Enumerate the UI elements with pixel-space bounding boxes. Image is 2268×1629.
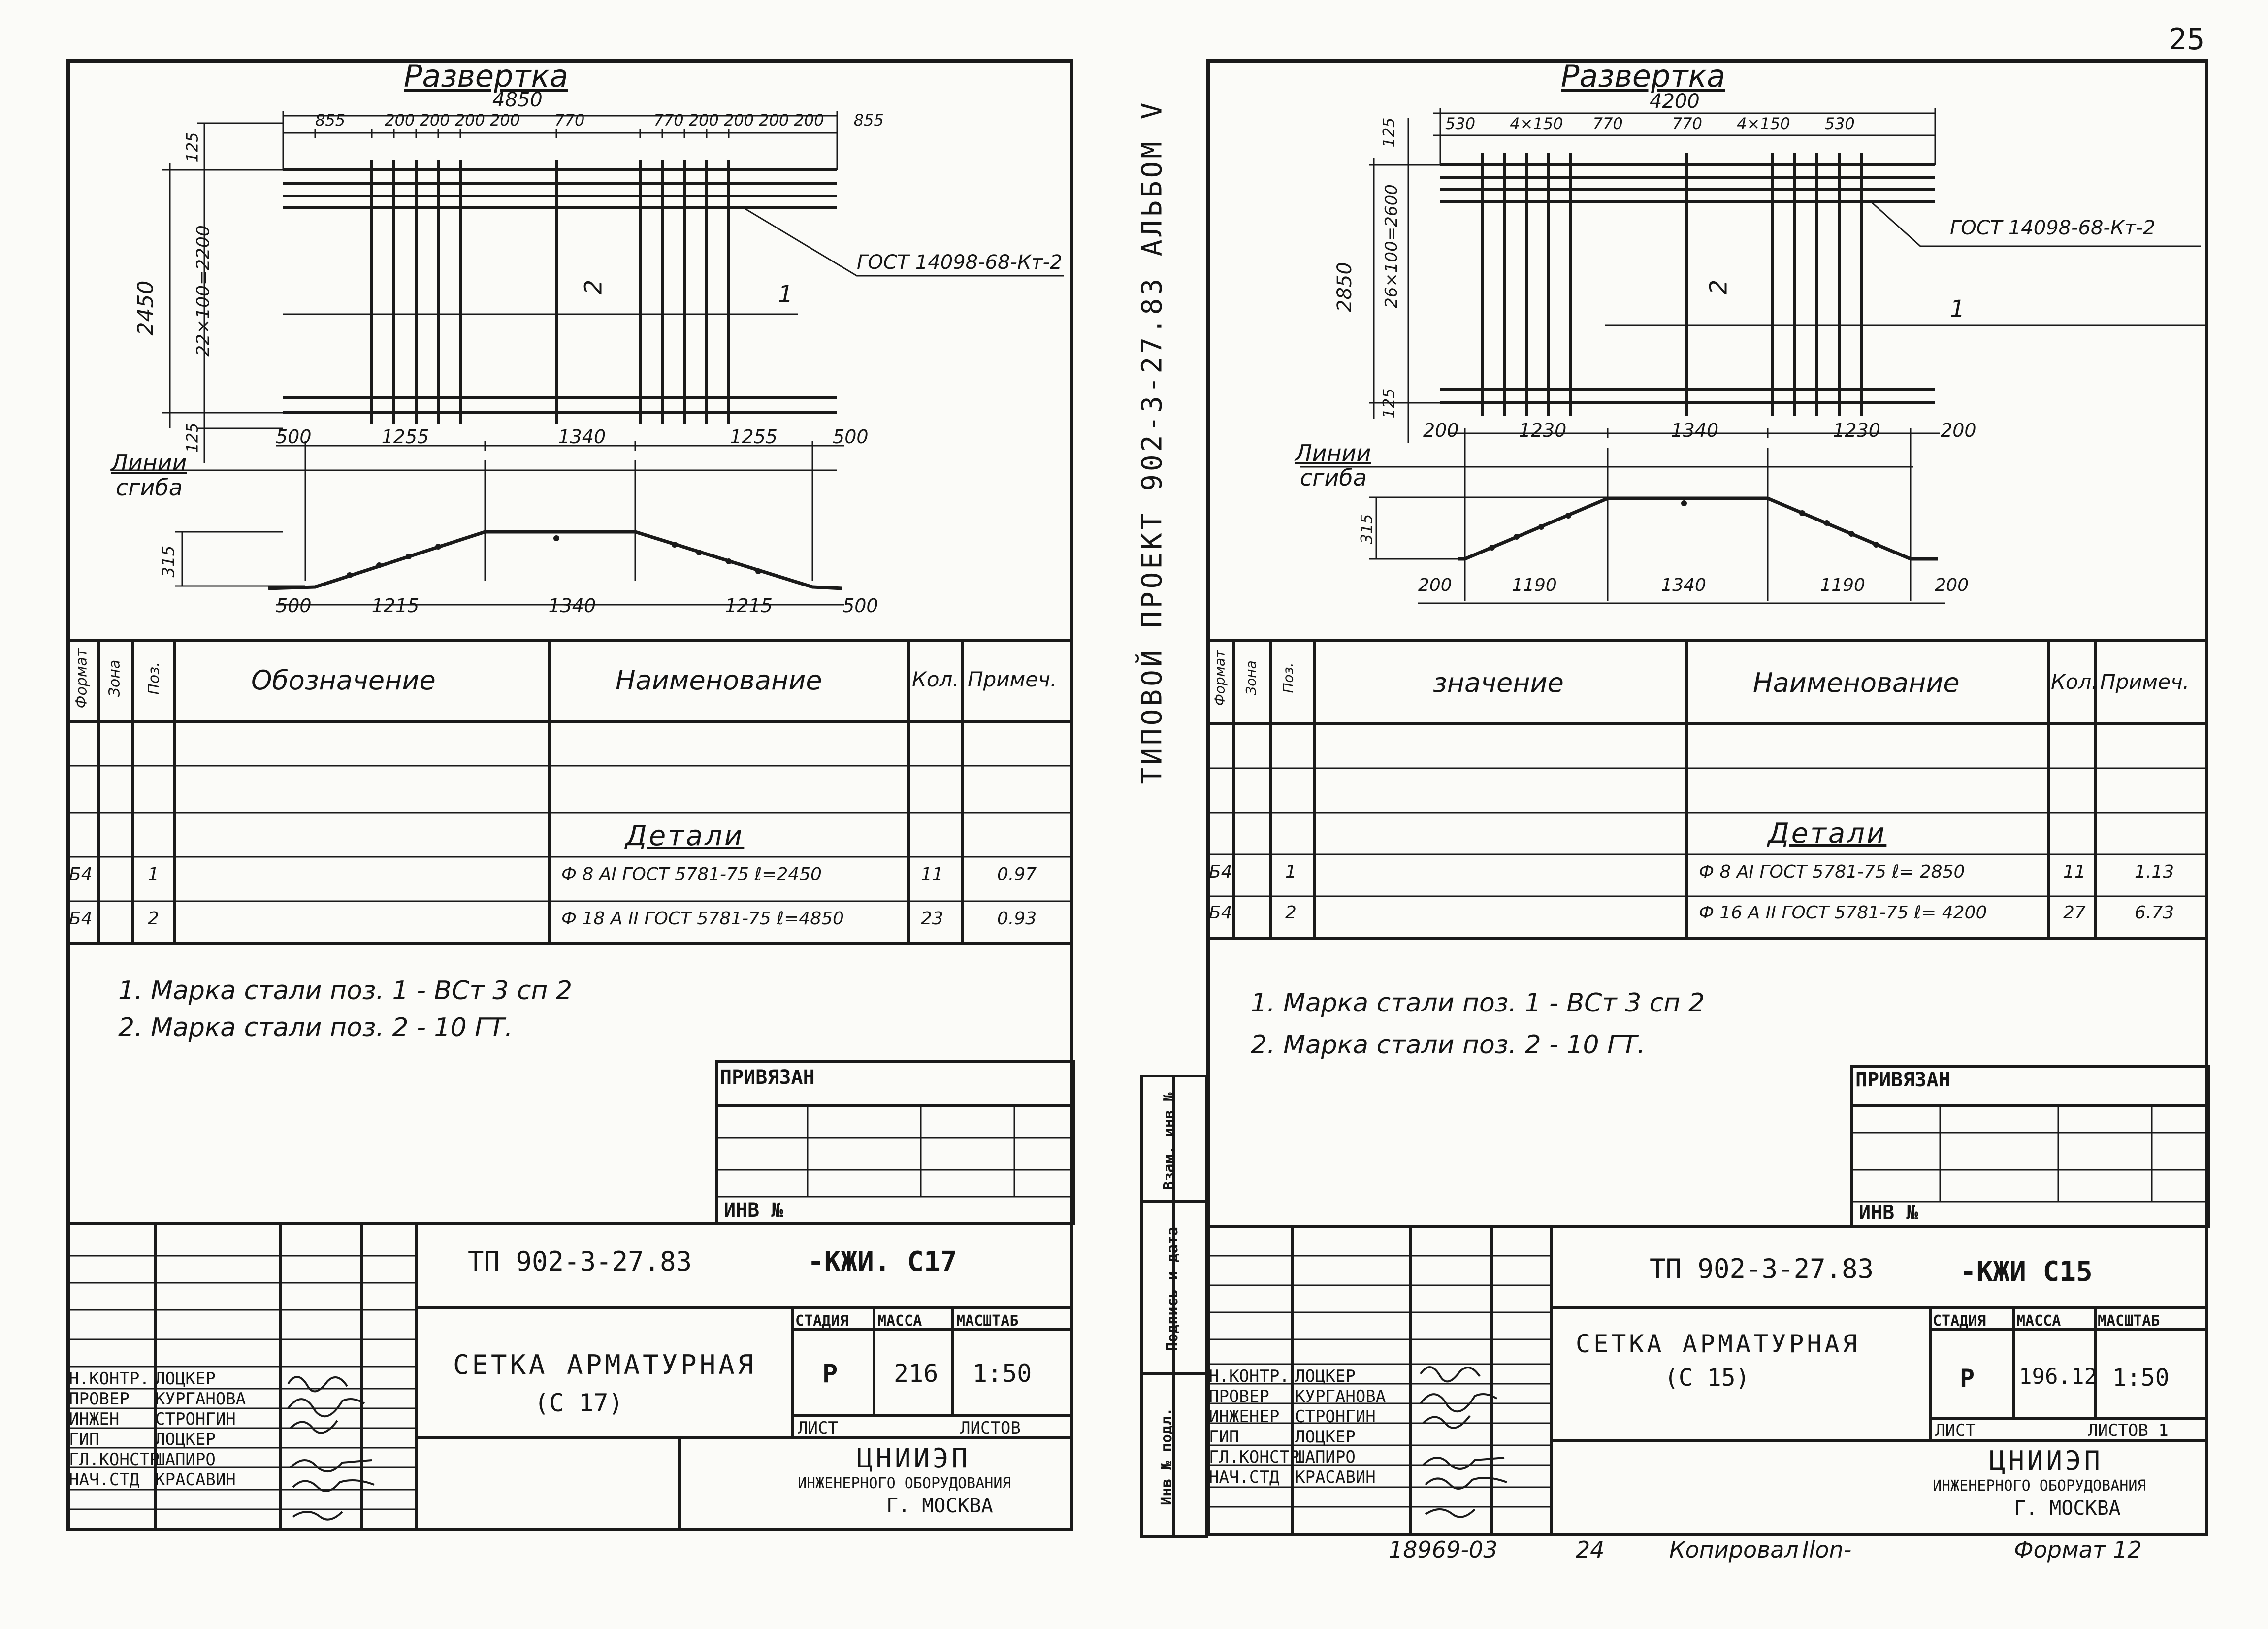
row-format: Б4	[69, 864, 93, 884]
person: ЛОЦКЕР	[1295, 1427, 1356, 1447]
gost-callout: ГОСТ 14098-68-Кт-2	[1950, 217, 2156, 239]
project-code: ТП 902-3-27.83	[1650, 1253, 1874, 1284]
note-2: 2. Марка стали поз. 2 - 10 ГТ.	[1251, 1030, 1646, 1060]
person: ЛОЦКЕР	[155, 1430, 216, 1449]
spec-section-details: Детали	[625, 820, 745, 852]
left-dim-2450: 2450	[133, 280, 159, 336]
spec-header-name: Наименование	[616, 665, 822, 696]
spec-header-pos: Поз.	[1280, 662, 1296, 693]
left-dim-125: 125	[1379, 117, 1398, 148]
unfold-title: Развертка	[1561, 58, 1725, 94]
dim: 1215	[725, 595, 773, 617]
album-stamp: ТИПОВОЙ ПРОЕКТ 902-3-27.83 АЛЬБОМ V	[1136, 99, 1168, 784]
list-label: ЛИСТ	[1935, 1421, 1976, 1440]
role: Н.КОНТР.	[1209, 1367, 1290, 1386]
dim: 1340	[548, 595, 596, 617]
dim: 855	[853, 111, 884, 130]
stage-value: Р	[1960, 1364, 1975, 1393]
role: ГЛ.КОНСТР	[1209, 1447, 1300, 1467]
spec-header-name: Наименование	[1753, 667, 1960, 698]
side-column-inv: Инв № подл.	[1158, 1407, 1175, 1505]
dim: 770	[1592, 114, 1623, 133]
row-qty: 23	[921, 909, 943, 929]
scale-label: МАСШТАБ	[956, 1312, 1019, 1330]
spec-header-format: Формат	[1211, 650, 1228, 706]
profile-height: 315	[159, 545, 179, 578]
dim: 500	[842, 595, 878, 617]
signatories	[1209, 1367, 1386, 1488]
spec-header-qty: Кол.	[2051, 670, 2098, 694]
bend-line-1: Линии	[1295, 440, 1371, 466]
bend-line-2: сгиба	[116, 474, 183, 501]
row-name: Ф 8 АI ГОСТ 5781-75 ℓ= 2850	[1699, 862, 1965, 882]
person: ЛОЦКЕР	[1295, 1367, 1356, 1386]
row-pos: 1	[148, 864, 159, 884]
dim: 770	[653, 111, 684, 130]
row-pos: 2	[1285, 903, 1296, 923]
spec-header-zone: Зона	[106, 659, 124, 697]
spec-header-zone: Зона	[1242, 660, 1259, 695]
project-code: ТП 902-3-27.83	[468, 1246, 692, 1277]
row-qty: 27	[2063, 903, 2086, 923]
position-2-label: 2	[580, 279, 608, 295]
row-qty: 11	[2063, 862, 2086, 882]
row-note: 0.97	[997, 864, 1037, 884]
archive-number: 18969-03	[1389, 1536, 1498, 1563]
dim: 855	[315, 111, 346, 130]
mass-label: МАССА	[2016, 1312, 2061, 1330]
row-name: Ф 18 А II ГОСТ 5781-75 ℓ=4850	[561, 909, 844, 929]
dim: 200	[759, 111, 789, 130]
dim: 500	[276, 426, 312, 448]
inv-label: ИНВ №	[1859, 1202, 1918, 1224]
role: ИНЖЕН	[69, 1409, 120, 1429]
role: ГИП	[1209, 1427, 1239, 1447]
dim: 4×150	[1510, 114, 1563, 133]
dim: 200	[454, 111, 485, 130]
row-format: Б4	[69, 909, 93, 929]
role: НАЧ.СТД	[69, 1470, 140, 1490]
dim: 1190	[1820, 575, 1865, 595]
bend-lines-label	[1295, 441, 1371, 490]
dim: 1255	[730, 426, 778, 448]
sheet-code: -КЖИ. С17	[808, 1246, 957, 1278]
stage-label: СТАДИЯ	[795, 1312, 849, 1330]
dim: 530	[1445, 114, 1476, 133]
profile-height: 315	[1357, 514, 1376, 544]
format-label: Формат 12	[2014, 1536, 2142, 1563]
role: ПРОВЕР	[69, 1389, 130, 1409]
left-dim-2850: 2850	[1333, 262, 1356, 312]
dim: 200	[1423, 420, 1459, 441]
dim: 1230	[1833, 420, 1880, 441]
dim: 4×150	[1737, 114, 1790, 133]
footer-bar	[1389, 1536, 2201, 1571]
row-format: Б4	[1209, 903, 1232, 923]
dim: 200	[688, 111, 719, 130]
table-row	[1209, 903, 2206, 932]
sheet-title: СЕТКА АРМАТУРНАЯ	[453, 1349, 757, 1380]
list-label: ЛИСТ	[798, 1418, 838, 1438]
org-name: ЦНИИЭП	[857, 1443, 971, 1474]
lists-label: ЛИСТОВ	[960, 1418, 1021, 1438]
dim: 1340	[1671, 420, 1719, 441]
org-city: Г. МОСКВА	[2014, 1497, 2121, 1520]
privyazan-label: ПРИВЯЗАН	[1855, 1069, 1950, 1091]
dim: 500	[833, 426, 869, 448]
scale-label: МАСШТАБ	[2098, 1312, 2160, 1330]
profile-dims	[1418, 575, 1969, 595]
note-2: 2. Марка стали поз. 2 - 10 ГТ.	[118, 1013, 513, 1043]
person: КРАСАВИН	[155, 1470, 236, 1490]
row-name: Ф 8 АI ГОСТ 5781-75 ℓ=2450	[561, 864, 822, 884]
privyazan-label: ПРИВЯЗАН	[720, 1066, 815, 1089]
sheet-title: СЕТКА АРМАТУРНАЯ	[1576, 1330, 1860, 1358]
dim: 500	[276, 595, 312, 617]
copied-label: Копировал	[1669, 1536, 1799, 1563]
position-1-label: 1	[1950, 295, 1965, 323]
role: ГЛ.КОНСТР	[69, 1450, 160, 1469]
org-name: ЦНИИЭП	[1989, 1445, 2104, 1476]
dim: 200	[1418, 575, 1452, 595]
org-city: Г. МОСКВА	[886, 1495, 993, 1517]
role: ИНЖЕНЕР	[1209, 1407, 1280, 1427]
overall-dimension: 4200	[1650, 90, 1700, 113]
signatory-row	[1209, 1427, 1386, 1447]
dim: 200	[794, 111, 824, 130]
mass-value: 216	[894, 1359, 939, 1388]
spec-header-designation: Обозначение	[251, 665, 436, 696]
row-note: 6.73	[2135, 903, 2174, 923]
row-pos: 2	[148, 909, 159, 929]
side-column-replace: Взам. инв №	[1160, 1092, 1178, 1190]
stage-label: СТАДИЯ	[1933, 1312, 1986, 1330]
note-1: 1. Марка стали поз. 1 - ВСт 3 сп 2	[118, 976, 573, 1006]
signatory-row	[1209, 1447, 1386, 1467]
row-note: 0.93	[997, 909, 1037, 929]
dim: 200	[420, 111, 450, 130]
left-dim-spacing: 26×100=2600	[1381, 184, 1401, 308]
org-division: ИНЖЕНЕРНОГО ОБОРУДОВАНИЯ	[1933, 1477, 2146, 1495]
top-dims	[1445, 114, 1855, 133]
signatory-row	[1209, 1387, 1386, 1407]
spec-header-designation: значение	[1433, 667, 1564, 698]
scale-value: 1:50	[972, 1359, 1032, 1388]
sheet-subtitle: (С 17)	[534, 1389, 623, 1417]
spec-header-note: Примеч.	[968, 667, 1057, 691]
role: ПРОВЕР	[1209, 1387, 1269, 1406]
left-dim-spacing: 22×100=2200	[193, 225, 214, 357]
spec-header-format: Формат	[73, 648, 91, 709]
scale-value: 1:50	[2112, 1364, 2170, 1392]
dim: 530	[1824, 114, 1855, 133]
signatory-row	[1209, 1367, 1386, 1387]
bend-line-1: Линии	[111, 450, 187, 476]
org-division: ИНЖЕНЕРНОГО ОБОРУДОВАНИЯ	[798, 1475, 1011, 1492]
dim: 770	[1672, 114, 1702, 133]
dim: 200	[1941, 420, 1976, 441]
person: СТРОНГИН	[1295, 1407, 1376, 1427]
steel-notes	[1251, 982, 1705, 1066]
row-format: Б4	[1209, 862, 1232, 882]
role: ГИП	[69, 1430, 99, 1449]
dim: 1255	[381, 426, 429, 448]
dim: 1230	[1519, 420, 1567, 441]
person: СТРОНГИН	[155, 1409, 236, 1429]
corner-sheet-number: 25	[2169, 22, 2205, 57]
left-dim-125: 125	[183, 132, 202, 163]
inv-label: ИНВ №	[724, 1199, 783, 1222]
person: ШАПИРО	[155, 1450, 216, 1469]
stage-value: Р	[822, 1359, 838, 1389]
row-note: 1.13	[2135, 862, 2174, 882]
mass-label: МАССА	[877, 1312, 922, 1330]
lists-label: ЛИСТОВ 1	[2088, 1421, 2169, 1440]
left-dim-125b: 125	[1379, 388, 1398, 419]
row-qty: 11	[921, 864, 943, 884]
left-dim-125b: 125	[183, 423, 202, 453]
role: Н.КОНТР.	[69, 1369, 150, 1389]
dim: 1215	[371, 595, 420, 617]
dim: 200	[490, 111, 520, 130]
signatory-row	[1209, 1407, 1386, 1427]
spec-header-note: Примеч.	[2100, 670, 2190, 694]
person: ЛОЦКЕР	[155, 1369, 216, 1389]
sheet-subtitle: (С 15)	[1664, 1364, 1750, 1392]
sheet-code: -КЖИ С15	[1960, 1256, 2093, 1288]
spec-header-pos: Поз.	[145, 662, 163, 695]
person: ШАПИРО	[1295, 1447, 1356, 1467]
dim: 200	[1935, 575, 1969, 595]
unfold-title: Развертка	[404, 58, 568, 94]
note-1: 1. Марка стали поз. 1 - ВСт 3 сп 2	[1251, 988, 1705, 1018]
dim: 770	[554, 111, 585, 130]
bottom-dims	[1423, 420, 1976, 441]
row-pos: 1	[1285, 862, 1296, 882]
overall-dimension: 4850	[492, 89, 543, 111]
dim: 200	[724, 111, 754, 130]
copied-signature: Ilon-	[1802, 1536, 1852, 1563]
position-1-label: 1	[778, 281, 793, 308]
row-name: Ф 16 А II ГОСТ 5781-75 ℓ= 4200	[1699, 903, 1987, 923]
side-column-sign: Подпись и дата	[1164, 1227, 1181, 1351]
dim: 1190	[1512, 575, 1557, 595]
dim: 1340	[558, 426, 606, 448]
bend-line-2: сгиба	[1300, 464, 1367, 491]
dim: 1340	[1661, 575, 1706, 595]
dim: 200	[385, 111, 415, 130]
person: КУРГАНОВА	[1295, 1387, 1386, 1406]
spec-section-details: Детали	[1768, 817, 1887, 849]
gost-callout: ГОСТ 14098-68-Кт-2	[857, 251, 1063, 274]
spec-header-qty: Кол.	[912, 667, 959, 691]
signatory-row	[1209, 1467, 1386, 1488]
person: КУРГАНОВА	[155, 1389, 246, 1409]
position-2-label: 2	[1705, 279, 1733, 295]
person: КРАСАВИН	[1295, 1467, 1376, 1487]
mass-value: 196.12	[2019, 1364, 2097, 1389]
table-row	[1209, 862, 2206, 891]
role: НАЧ.СТД	[1209, 1467, 1280, 1487]
page-number: 24	[1576, 1536, 1605, 1563]
